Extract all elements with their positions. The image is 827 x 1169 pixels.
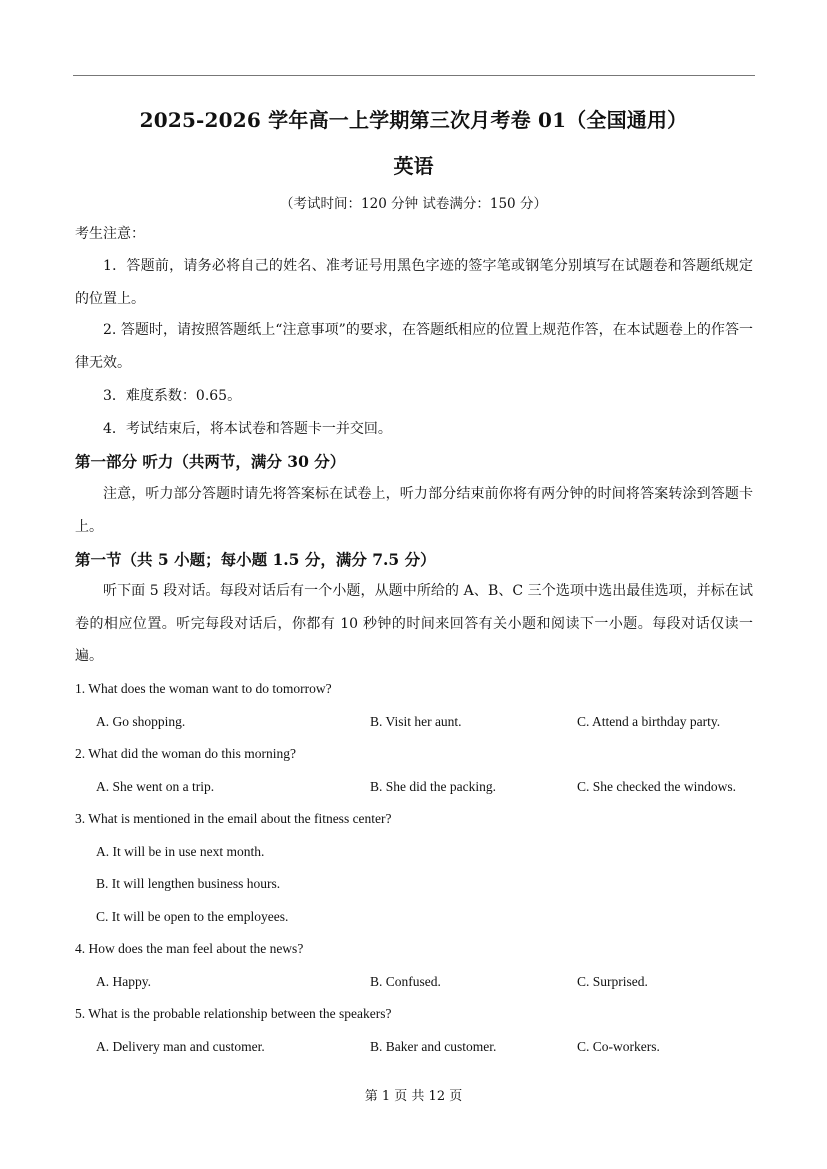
question-2-option-c: C. She checked the windows. <box>577 779 736 794</box>
question-1-stem: 1. What does the woman want to do tomorrow? <box>75 681 332 696</box>
question-4-stem: 4. How does the man feel about the news? <box>75 941 304 956</box>
exam-meta: （考试时间：120 分钟 试卷满分：150 分） <box>280 196 547 212</box>
question-4-option-a: A. Happy. <box>96 974 151 989</box>
question-5-stem: 5. What is the probable relationship between the speakers? <box>75 1006 392 1021</box>
part1-heading: 第一部分 听力（共两节，满分 30 分） <box>75 452 346 471</box>
header-rule <box>73 75 755 76</box>
question-2-stem: 2. What did the woman do this morning? <box>75 746 296 761</box>
question-5-option-a: A. Delivery man and customer. <box>96 1039 265 1054</box>
notice-heading: 考生注意： <box>75 226 145 242</box>
question-2-option-b: B. She did the packing. <box>370 779 496 794</box>
question-3-option-a: A. It will be in use next month. <box>96 844 265 859</box>
page-number-footer: 第 1 页 共 12 页 <box>364 1089 463 1104</box>
question-3-option-c: C. It will be open to the employees. <box>96 909 289 924</box>
question-4-option-b: B. Confused. <box>370 974 441 989</box>
question-1-option-a: A. Go shopping. <box>96 714 186 729</box>
question-2-option-a: A. She went on a trip. <box>96 779 215 794</box>
question-3-option-b: B. It will lengthen business hours. <box>96 876 281 891</box>
part1-note: 注意，听力部分答题时请先将答案标在试卷上，听力部分结束前你将有两分钟的时间将答案转涂到答题卡上。 <box>75 486 753 535</box>
section1-heading: 第一节（共 5 小题；每小题 1.5 分，满分 7.5 分） <box>75 550 436 569</box>
question-4-option-c: C. Surprised. <box>577 974 648 989</box>
question-1-option-b: B. Visit her aunt. <box>370 714 462 729</box>
section1-instruction: 听下面 5 段对话。每段对话后有一个小题，从题中所给的 A、B、C 三个选项中选出最佳选项，并标在试卷的相应位置。听完每段对话后，你都有 10 秒钟的时间来回答有关小题和阅读下一小题。每段对话仅读一遍。 <box>75 583 753 664</box>
notice-item-1: 1．答题前，请务必将自己的姓名、准考证号用黑色字迹的签字笔或钢笔分别填写在试题卷和答题纸规定的位置上。 <box>75 258 753 307</box>
exam-title: 2025-2026 学年高一上学期第三次月考卷 01（全国通用） <box>139 108 688 132</box>
question-5-option-b: B. Baker and customer. <box>370 1039 497 1054</box>
question-1-option-c: C. Attend a birthday party. <box>577 714 721 729</box>
notice-item-4: 4．考试结束后，将本试卷和答题卡一并交回。 <box>103 421 392 437</box>
question-3-stem: 3. What is mentioned in the email about the fitness center? <box>75 811 392 826</box>
notice-item-3: 3．难度系数：0.65。 <box>103 388 242 404</box>
subject-title: 英语 <box>393 154 434 178</box>
notice-item-2: 2. 答题时，请按照答题纸上“注意事项”的要求，在答题纸相应的位置上规范作答，在本试题卷上的作答一律无效。 <box>75 322 753 371</box>
question-5-option-c: C. Co-workers. <box>577 1039 660 1054</box>
